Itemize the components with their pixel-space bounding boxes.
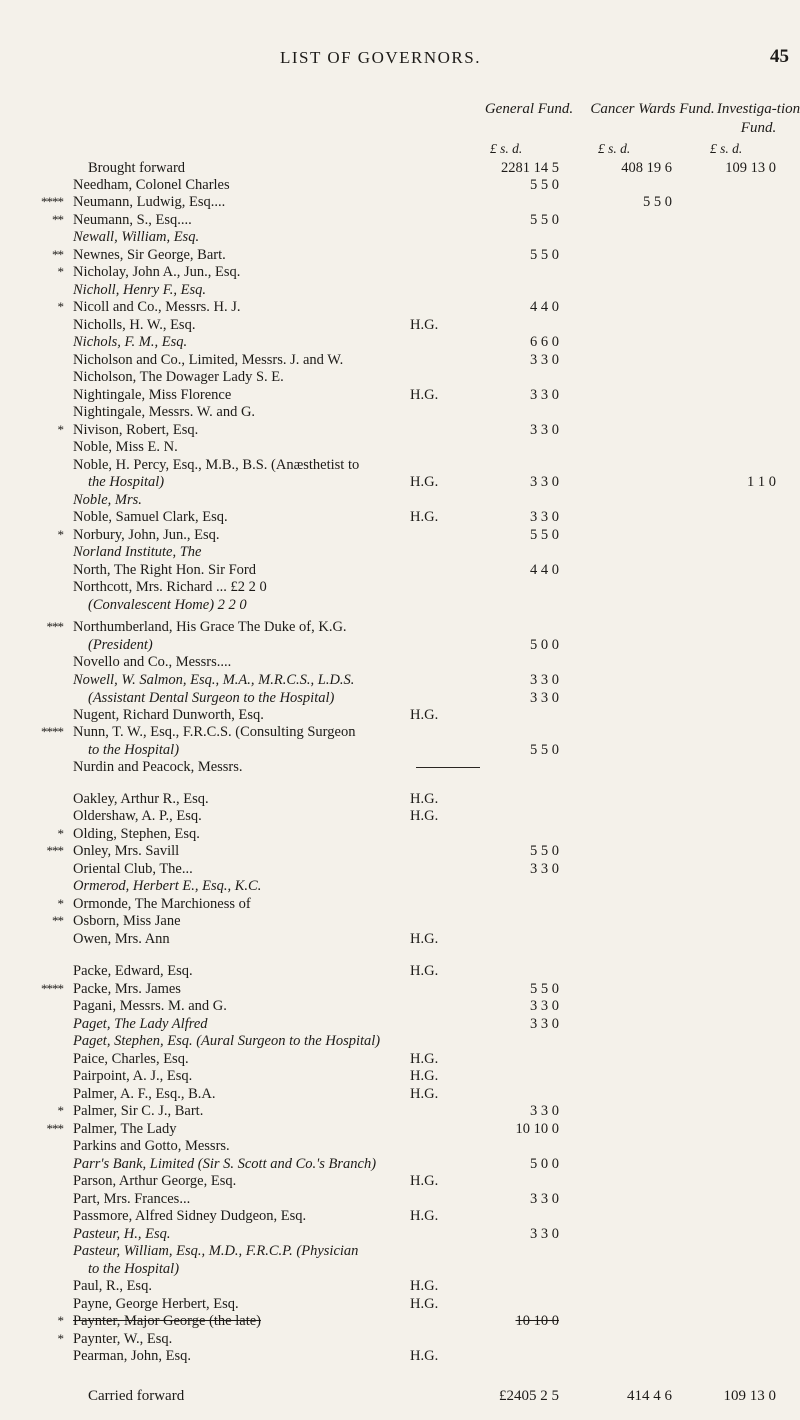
subscription-mark: ***	[46, 619, 63, 634]
governor-name: Parr's Bank, Limited (Sir S. Scott and Co.'s Branch)	[73, 1156, 377, 1172]
governor-name: Part, Mrs. Frances...	[73, 1191, 191, 1207]
governor-name: Norland Institute, The	[73, 544, 202, 560]
honorary-governor-mark: H.G.	[410, 1278, 439, 1294]
currency-label-investigation: £ s. d.	[710, 141, 743, 156]
table-row	[0, 508, 800, 526]
subscription-mark: *	[57, 527, 63, 542]
general-fund-amount: 5 5 0	[530, 843, 559, 859]
table-row	[0, 653, 800, 671]
table-row	[0, 1015, 800, 1033]
general-fund-amount: 3 3 0	[530, 690, 559, 706]
table-row	[0, 723, 800, 741]
table-row	[0, 159, 800, 177]
general-fund-amount: 3 3 0	[530, 998, 559, 1014]
table-row	[0, 807, 800, 825]
subscription-mark: ***	[46, 1121, 63, 1136]
honorary-governor-mark: H.G.	[410, 931, 439, 947]
governor-name: Owen, Mrs. Ann	[73, 931, 170, 947]
governor-name: Neumann, Ludwig, Esq....	[73, 194, 226, 210]
governor-name: Paynter, W., Esq.	[73, 1331, 173, 1347]
honorary-governor-mark: H.G.	[410, 791, 439, 807]
governor-name: Oakley, Arthur R., Esq.	[73, 791, 209, 807]
governor-name: Nivison, Robert, Esq.	[73, 422, 199, 438]
governor-name: Novello and Co., Messrs....	[73, 654, 232, 670]
column-header-general-fund: General Fund.	[484, 101, 574, 117]
general-fund-amount: 10 10 0	[515, 1121, 559, 1137]
governor-name: Nicholson and Co., Limited, Messrs. J. and W.	[73, 352, 344, 368]
subscription-mark: ***	[46, 843, 63, 858]
investigation-fund-amount: 109 13 0	[725, 160, 776, 176]
honorary-governor-mark: H.G.	[410, 707, 439, 723]
cancer-fund-amount: 5 5 0	[643, 194, 672, 210]
governor-name: Newall, William, Esq.	[73, 229, 200, 245]
general-fund-amount: 5 5 0	[530, 247, 559, 263]
governor-name: Carried forward	[88, 1388, 185, 1404]
general-fund-amount: 4 4 0	[530, 299, 559, 315]
governor-name: Nicholls, H. W., Esq.	[73, 317, 196, 333]
governor-name: Brought forward	[88, 160, 186, 176]
table-row	[0, 526, 800, 544]
cancer-fund-amount: 414 4 6	[627, 1388, 672, 1404]
honorary-governor-mark: H.G.	[410, 808, 439, 824]
subscription-mark: ****	[41, 981, 63, 996]
governor-name: Pearman, John, Esq.	[73, 1348, 191, 1364]
general-fund-amount: 3 3 0	[530, 861, 559, 877]
table-row	[0, 368, 800, 386]
table-row	[0, 1120, 800, 1138]
governor-name: Needham, Colonel Charles	[73, 177, 230, 193]
general-fund-amount: 10 10 0	[515, 1313, 559, 1329]
table-row	[0, 706, 800, 724]
table-row	[0, 1277, 800, 1295]
general-fund-amount: 3 3 0	[530, 352, 559, 368]
governor-name: Nicoll and Co., Messrs. H. J.	[73, 299, 241, 315]
general-fund-amount: 3 3 0	[530, 1191, 559, 1207]
governor-name: Norbury, John, Jun., Esq.	[73, 527, 220, 543]
general-fund-amount: 5 5 0	[530, 527, 559, 543]
general-fund-amount: £2405 2 5	[499, 1388, 559, 1404]
governor-name: Nightingale, Miss Florence	[73, 387, 232, 403]
governor-name: Payne, George Herbert, Esq.	[73, 1296, 239, 1312]
governor-name: Noble, Miss E. N.	[73, 439, 178, 455]
subscription-mark: ****	[41, 194, 63, 209]
table-row	[0, 176, 800, 194]
table-row	[0, 421, 800, 439]
table-row	[0, 386, 800, 404]
governor-name: (President)	[88, 637, 153, 653]
table-row	[0, 1172, 800, 1190]
honorary-governor-mark: H.G.	[410, 1208, 439, 1224]
table-row	[0, 228, 800, 246]
subscription-mark: *	[57, 422, 63, 437]
general-fund-amount: 3 3 0	[530, 387, 559, 403]
governor-name: Paget, The Lady Alfred	[73, 1016, 208, 1032]
governor-name: Nichols, F. M., Esq.	[73, 334, 188, 350]
governor-name: Noble, Mrs.	[73, 492, 142, 508]
governor-name: Passmore, Alfred Sidney Dudgeon, Esq.	[73, 1208, 307, 1224]
table-row	[0, 1312, 800, 1330]
governor-name: Oldershaw, A. P., Esq.	[73, 808, 202, 824]
table-row	[0, 298, 800, 316]
general-fund-amount: 5 0 0	[530, 637, 559, 653]
subscription-mark: *	[57, 299, 63, 314]
governor-name: Onley, Mrs. Savill	[73, 843, 180, 859]
governor-name: Packe, Mrs. James	[73, 981, 181, 997]
table-row	[0, 997, 800, 1015]
governor-name: Parkins and Gotto, Messrs.	[73, 1138, 230, 1154]
table-row	[0, 561, 800, 579]
running-title: LIST OF GOVERNORS.	[280, 48, 481, 67]
governor-name: Pagani, Messrs. M. and G.	[73, 998, 227, 1014]
table-row	[0, 246, 800, 264]
governor-name: Nugent, Richard Dunworth, Esq.	[73, 707, 264, 723]
governor-name: Paul, R., Esq.	[73, 1278, 152, 1294]
governor-name: Northcott, Mrs. Richard ... £2 2 0	[73, 579, 267, 595]
table-row	[0, 1032, 800, 1050]
table-row	[0, 689, 800, 707]
table-row	[0, 912, 800, 930]
investigation-fund-amount: 109 13 0	[723, 1388, 776, 1404]
table-row	[0, 1260, 800, 1278]
honorary-governor-mark: H.G.	[410, 1173, 439, 1189]
currency-label-cancer: £ s. d.	[598, 141, 631, 156]
table-row	[0, 596, 800, 614]
governor-name: Pasteur, William, Esq., M.D., F.R.C.P. (Physician	[73, 1243, 359, 1259]
governor-name: Parson, Arthur George, Esq.	[73, 1173, 237, 1189]
honorary-governor-mark: H.G.	[410, 509, 439, 525]
governor-name: Nicholl, Henry F., Esq.	[73, 282, 207, 298]
table-row	[0, 1190, 800, 1208]
governor-name: Noble, H. Percy, Esq., M.B., B.S. (Anæsthetist to	[73, 457, 360, 473]
table-row	[0, 1050, 800, 1068]
table-row	[0, 491, 800, 509]
governor-name: Nightingale, Messrs. W. and G.	[73, 404, 256, 420]
honorary-governor-mark: H.G.	[410, 317, 439, 333]
table-row	[0, 790, 800, 808]
general-fund-amount: 5 5 0	[530, 212, 559, 228]
table-row	[0, 860, 800, 878]
governor-name: Palmer, The Lady	[73, 1121, 177, 1137]
table-row	[0, 877, 800, 895]
table-row	[0, 618, 800, 636]
honorary-governor-mark: H.G.	[410, 474, 439, 490]
general-fund-amount: 6 6 0	[530, 334, 559, 350]
governor-name: Northumberland, His Grace The Duke of, K.G.	[73, 619, 347, 635]
governor-name: Neumann, S., Esq....	[73, 212, 192, 228]
table-row	[0, 1085, 800, 1103]
governor-name: Ormerod, Herbert E., Esq., K.C.	[73, 878, 262, 894]
table-row	[0, 456, 800, 474]
table-row	[0, 758, 800, 776]
subscription-mark: **	[52, 247, 63, 262]
subscription-mark: **	[52, 913, 63, 928]
honorary-governor-mark: H.G.	[410, 387, 439, 403]
governor-name: Paynter, Major George (the late)	[73, 1313, 261, 1329]
table-row	[0, 1242, 800, 1260]
table-row	[0, 1207, 800, 1225]
governor-name: (Convalescent Home) 2 2 0	[88, 597, 247, 613]
general-fund-amount: 3 3 0	[530, 509, 559, 525]
governor-name: Packe, Edward, Esq.	[73, 963, 193, 979]
honorary-governor-mark: H.G.	[410, 1296, 439, 1312]
governor-name: the Hospital)	[88, 474, 165, 490]
governor-name: Nunn, T. W., Esq., F.R.C.S. (Consulting Surgeon	[73, 724, 356, 740]
currency-label-general: £ s. d.	[490, 141, 523, 156]
table-row	[0, 281, 800, 299]
governor-name: Osborn, Miss Jane	[73, 913, 181, 929]
table-row	[0, 980, 800, 998]
honorary-governor-mark: H.G.	[410, 1068, 439, 1084]
table-row	[0, 1137, 800, 1155]
table-row	[0, 1347, 800, 1365]
table-row	[0, 1155, 800, 1173]
column-header-cancer-wards-fund: Cancer Wards Fund.	[590, 101, 715, 117]
governor-name: Palmer, Sir C. J., Bart.	[73, 1103, 204, 1119]
general-fund-amount: 3 3 0	[530, 1226, 559, 1242]
table-row	[0, 403, 800, 421]
governor-name: (Assistant Dental Surgeon to the Hospital)	[88, 690, 335, 706]
governor-name: to the Hospital)	[88, 1261, 180, 1277]
general-fund-amount: 3 3 0	[530, 422, 559, 438]
subscription-mark: ****	[41, 724, 63, 739]
general-fund-amount: 3 3 0	[530, 474, 559, 490]
table-row	[0, 543, 800, 561]
table-row	[0, 671, 800, 689]
honorary-governor-mark: H.G.	[410, 1086, 439, 1102]
table-row	[0, 930, 800, 948]
table-row	[0, 193, 800, 211]
governor-name: Paget, Stephen, Esq. (Aural Surgeon to the Hospital)	[73, 1033, 381, 1049]
general-fund-amount: 3 3 0	[530, 1016, 559, 1032]
table-row	[0, 351, 800, 369]
table-row	[0, 895, 800, 913]
table-row	[0, 636, 800, 654]
table-row	[0, 316, 800, 334]
table-row	[0, 438, 800, 456]
ledger-rule	[416, 767, 480, 768]
honorary-governor-mark: H.G.	[410, 1348, 439, 1364]
general-fund-amount: 4 4 0	[530, 562, 559, 578]
table-row	[0, 962, 800, 980]
general-fund-amount: 5 5 0	[530, 981, 559, 997]
governor-name: Newnes, Sir George, Bart.	[73, 247, 226, 263]
subscription-mark: *	[57, 1103, 63, 1118]
column-header-investigation-fund: Investiga-tion Fund.	[716, 101, 800, 136]
table-row	[0, 473, 800, 491]
general-fund-amount: 3 3 0	[530, 672, 559, 688]
table-row	[0, 333, 800, 351]
general-fund-amount: 5 5 0	[530, 177, 559, 193]
table-row	[0, 842, 800, 860]
general-fund-amount: 5 0 0	[530, 1156, 559, 1172]
general-fund-amount: 5 5 0	[530, 742, 559, 758]
subscription-mark: **	[52, 212, 63, 227]
table-row	[0, 1067, 800, 1085]
subscription-mark: *	[57, 264, 63, 279]
page-number: 45	[770, 46, 789, 67]
governor-name: Noble, Samuel Clark, Esq.	[73, 509, 228, 525]
cancer-fund-amount: 408 19 6	[621, 160, 672, 176]
investigation-fund-amount: 1 1 0	[747, 474, 776, 490]
subscription-mark: *	[57, 826, 63, 841]
governor-name: Pairpoint, A. J., Esq.	[73, 1068, 193, 1084]
governor-name: to the Hospital)	[88, 742, 180, 758]
table-row	[0, 1387, 800, 1405]
table-row	[0, 211, 800, 229]
governor-name: Nurdin and Peacock, Messrs.	[73, 759, 243, 775]
honorary-governor-mark: H.G.	[410, 963, 439, 979]
governor-name: Oriental Club, The...	[73, 861, 193, 877]
subscription-mark: *	[57, 1313, 63, 1328]
governor-name: Paice, Charles, Esq.	[73, 1051, 189, 1067]
governor-name: Pasteur, H., Esq.	[73, 1226, 171, 1242]
table-row	[0, 578, 800, 596]
governor-name: Nicholay, John A., Jun., Esq.	[73, 264, 241, 280]
governor-name: Nowell, W. Salmon, Esq., M.A., M.R.C.S., L.D.S.	[73, 672, 355, 688]
governor-name: North, The Right Hon. Sir Ford	[73, 562, 256, 578]
general-fund-amount: 2281 14 5	[501, 160, 559, 176]
governor-name: Ormonde, The Marchioness of	[73, 896, 251, 912]
general-fund-amount: 3 3 0	[530, 1103, 559, 1119]
table-row	[0, 1102, 800, 1120]
governor-name: Nicholson, The Dowager Lady S. E.	[73, 369, 284, 385]
table-row	[0, 1225, 800, 1243]
governor-name: Olding, Stephen, Esq.	[73, 826, 200, 842]
honorary-governor-mark: H.G.	[410, 1051, 439, 1067]
table-row	[0, 741, 800, 759]
table-row	[0, 825, 800, 843]
subscription-mark: *	[57, 1331, 63, 1346]
table-row	[0, 1330, 800, 1348]
subscription-mark: *	[57, 896, 63, 911]
governor-name: Palmer, A. F., Esq., B.A.	[73, 1086, 216, 1102]
table-row	[0, 263, 800, 281]
table-row	[0, 1295, 800, 1313]
